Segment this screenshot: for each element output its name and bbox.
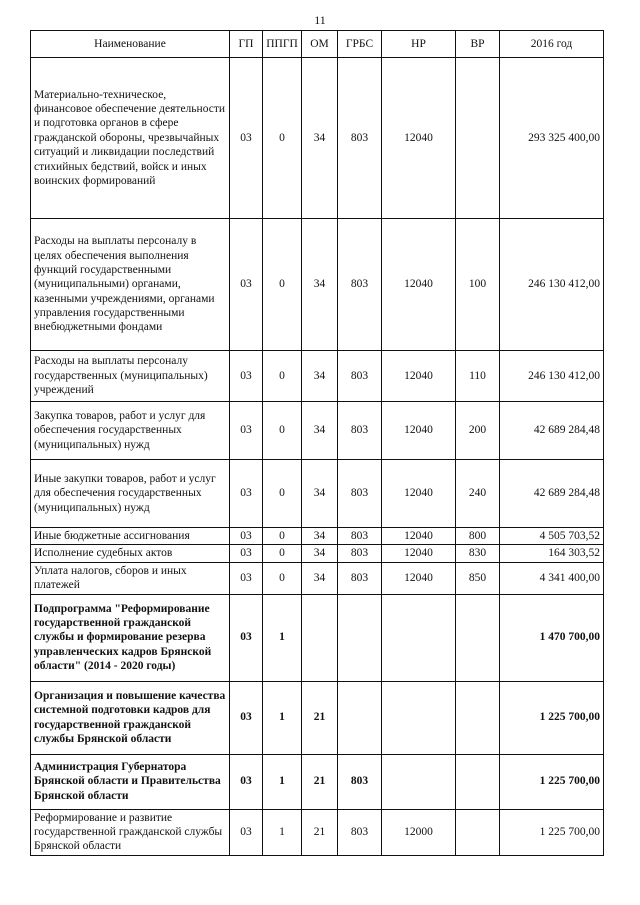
row-ppgp-cell: 1	[263, 594, 302, 681]
row-name-cell: Реформирование и развитие государственной гражданской службы Брянской области	[31, 809, 230, 855]
row-om-cell: 34	[302, 219, 338, 351]
row-grbs-cell	[338, 594, 382, 681]
row-ppgp-cell: 0	[263, 562, 302, 594]
row-om-cell: 21	[302, 681, 338, 754]
row-nr-cell: 12040	[382, 528, 456, 545]
row-om-cell: 34	[302, 460, 338, 528]
column-header-nr: НР	[382, 31, 456, 58]
row-nr-cell: 12040	[382, 351, 456, 402]
row-vr-cell	[456, 681, 500, 754]
row-nr-cell	[382, 754, 456, 809]
table-row	[31, 528, 604, 545]
row-ppgp-cell: 1	[263, 681, 302, 754]
table-row	[31, 754, 604, 809]
row-ppgp-cell: 1	[263, 754, 302, 809]
column-header-ppgp: ППГП	[263, 31, 302, 58]
row-gp-cell: 03	[230, 460, 263, 528]
row-vr-cell: 850	[456, 562, 500, 594]
row-vr-cell	[456, 809, 500, 855]
row-name-cell: Уплата налогов, сборов и иных платежей	[31, 562, 230, 594]
row-gp-cell: 03	[230, 402, 263, 460]
row-om-cell: 34	[302, 58, 338, 219]
row-grbs-cell: 803	[338, 58, 382, 219]
page-number: 11	[314, 13, 326, 27]
column-header-grbs: ГРБС	[338, 31, 382, 58]
row-amount-cell: 293 325 400,00	[500, 58, 604, 219]
row-ppgp-cell: 0	[263, 528, 302, 545]
column-header-amount-2016: 2016 год	[500, 31, 604, 58]
row-om-cell: 34	[302, 562, 338, 594]
row-amount-cell: 246 130 412,00	[500, 351, 604, 402]
row-vr-cell: 200	[456, 402, 500, 460]
row-ppgp-cell: 0	[263, 219, 302, 351]
row-name-cell: Иные бюджетные ассигнования	[31, 528, 230, 545]
row-gp-cell: 03	[230, 681, 263, 754]
row-om-cell: 34	[302, 402, 338, 460]
row-nr-cell: 12040	[382, 58, 456, 219]
row-nr-cell: 12000	[382, 809, 456, 855]
row-nr-cell: 12040	[382, 219, 456, 351]
row-nr-cell	[382, 681, 456, 754]
row-grbs-cell	[338, 681, 382, 754]
row-amount-cell: 1 225 700,00	[500, 809, 604, 855]
row-vr-cell: 830	[456, 545, 500, 562]
row-gp-cell: 03	[230, 219, 263, 351]
row-name-cell: Расходы на выплаты персоналу в целях обеспечения выполнения функций государственными (муниципальными) органами, казенными учреждениями, органами управления государственными внебюджетными фондами	[31, 219, 230, 351]
row-vr-cell	[456, 58, 500, 219]
row-amount-cell: 1 470 700,00	[500, 594, 604, 681]
row-nr-cell: 12040	[382, 562, 456, 594]
table-row	[31, 219, 604, 351]
row-grbs-cell: 803	[338, 809, 382, 855]
row-name-cell: Организация и повышение качества системной подготовки кадров для государственной гражданской службы Брянской области	[31, 681, 230, 754]
table-row	[31, 562, 604, 594]
table-row	[31, 681, 604, 754]
row-vr-cell: 800	[456, 528, 500, 545]
budget-table	[30, 30, 604, 856]
row-name-cell: Закупка товаров, работ и услуг для обеспечения государственных (муниципальных) нужд	[31, 402, 230, 460]
row-amount-cell: 246 130 412,00	[500, 219, 604, 351]
row-grbs-cell: 803	[338, 402, 382, 460]
table-row	[31, 809, 604, 855]
row-ppgp-cell: 0	[263, 402, 302, 460]
row-grbs-cell: 803	[338, 460, 382, 528]
row-name-cell: Исполнение судебных актов	[31, 545, 230, 562]
row-name-cell: Подпрограмма "Реформирование государственной гражданской службы и формирование резерва управленческих кадров Брянской области" (2014 - 2020 годы)	[31, 594, 230, 681]
row-grbs-cell: 803	[338, 528, 382, 545]
column-header-gp: ГП	[230, 31, 263, 58]
row-amount-cell: 42 689 284,48	[500, 460, 604, 528]
row-om-cell: 34	[302, 528, 338, 545]
table-row	[31, 402, 604, 460]
column-header-om: ОМ	[302, 31, 338, 58]
table-row	[31, 594, 604, 681]
row-ppgp-cell: 0	[263, 460, 302, 528]
row-gp-cell: 03	[230, 58, 263, 219]
row-amount-cell: 4 341 400,00	[500, 562, 604, 594]
row-gp-cell: 03	[230, 809, 263, 855]
row-gp-cell: 03	[230, 528, 263, 545]
row-vr-cell: 240	[456, 460, 500, 528]
row-amount-cell: 164 303,52	[500, 545, 604, 562]
row-om-cell: 34	[302, 545, 338, 562]
row-gp-cell: 03	[230, 594, 263, 681]
row-amount-cell: 1 225 700,00	[500, 681, 604, 754]
row-om-cell: 34	[302, 351, 338, 402]
row-grbs-cell: 803	[338, 351, 382, 402]
row-amount-cell: 1 225 700,00	[500, 754, 604, 809]
row-gp-cell: 03	[230, 351, 263, 402]
row-amount-cell: 42 689 284,48	[500, 402, 604, 460]
row-name-cell: Администрация Губернатора Брянской области и Правительства Брянской области	[31, 754, 230, 809]
row-nr-cell: 12040	[382, 460, 456, 528]
row-nr-cell: 12040	[382, 545, 456, 562]
row-name-cell: Иные закупки товаров, работ и услуг для обеспечения государственных (муниципальных) нужд	[31, 460, 230, 528]
row-amount-cell: 4 505 703,52	[500, 528, 604, 545]
row-vr-cell	[456, 754, 500, 809]
row-vr-cell: 100	[456, 219, 500, 351]
row-name-cell: Расходы на выплаты персоналу государственных (муниципальных) учреждений	[31, 351, 230, 402]
row-ppgp-cell: 0	[263, 545, 302, 562]
column-header-vr: ВР	[456, 31, 500, 58]
row-gp-cell: 03	[230, 545, 263, 562]
row-om-cell	[302, 594, 338, 681]
row-om-cell: 21	[302, 754, 338, 809]
table-row	[31, 351, 604, 402]
row-nr-cell	[382, 594, 456, 681]
row-gp-cell: 03	[230, 754, 263, 809]
row-grbs-cell: 803	[338, 219, 382, 351]
row-om-cell: 21	[302, 809, 338, 855]
row-grbs-cell: 803	[338, 545, 382, 562]
row-grbs-cell: 803	[338, 562, 382, 594]
row-ppgp-cell: 1	[263, 809, 302, 855]
row-nr-cell: 12040	[382, 402, 456, 460]
row-name-cell: Материально-техническое, финансовое обеспечение деятельности и подготовка органов в сфере гражданской обороны, чрезвычайных ситуаций и ликвидации последствий стихийных бедствий, войск и иных воинских формирований	[31, 58, 230, 219]
table-row	[31, 58, 604, 219]
row-ppgp-cell: 0	[263, 351, 302, 402]
table-header-row	[31, 31, 604, 58]
row-vr-cell	[456, 594, 500, 681]
row-gp-cell: 03	[230, 562, 263, 594]
row-grbs-cell: 803	[338, 754, 382, 809]
table-row	[31, 460, 604, 528]
row-ppgp-cell: 0	[263, 58, 302, 219]
table-row	[31, 545, 604, 562]
row-vr-cell: 110	[456, 351, 500, 402]
column-header-name: Наименование	[31, 31, 230, 58]
